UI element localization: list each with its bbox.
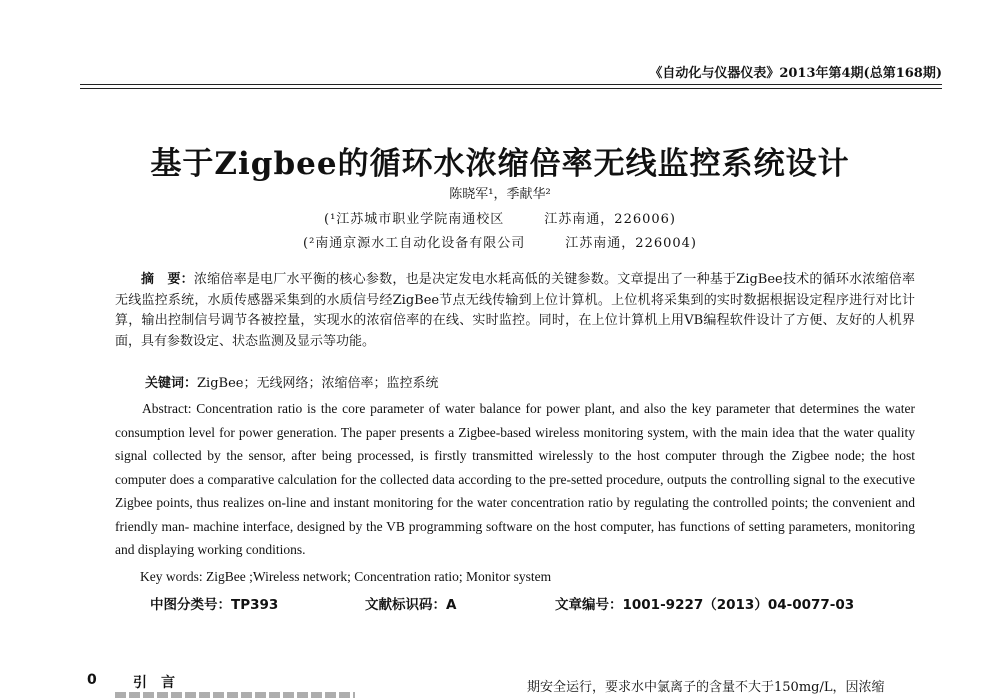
authors: 陈晓军¹，季献华² bbox=[449, 187, 551, 202]
keywords-zh-text: ZigBee；无线网络；浓缩倍率；监控系统 bbox=[197, 376, 439, 391]
affiliation-2-name: (²南通京源水工自动化设备有限公司 bbox=[303, 236, 526, 251]
affiliation-1 bbox=[0, 208, 1000, 227]
abstract-zh bbox=[115, 270, 915, 352]
keywords-en-text: ZigBee ;Wireless network; Concentration ratio; Monitor system bbox=[206, 569, 552, 584]
abstract-zh-text: 浓缩倍率是电厂水平衡的核心参数，也是决定发电水耗高低的关键参数。文章提出了一种基于ZigBee技术的循环水浓缩倍率无线监控系统，水质传感器采集到的水质信号经ZigBee节点无线传输到上位计算机。上位机将采集到的实时数据根据设定程序进行对比计算，输出控制信号调节各被控量，实现水的浓宿倍率的在线、实时监控。同时，在上位计算机上用VB编程软件设计了方便、友好的人机界面，具有参数设定、状态监测及显示等功能。 bbox=[115, 272, 915, 349]
document-code: 文献标识码：A bbox=[365, 597, 457, 613]
keywords-zh bbox=[145, 372, 438, 391]
cut-off-text-line bbox=[115, 692, 355, 698]
column2-text: 期安全运行，要求水中氯离子的含量不大于150mg/L，因浓缩 bbox=[527, 680, 885, 695]
header-rule bbox=[80, 84, 942, 85]
section-title: 引 言 bbox=[133, 675, 175, 691]
affiliation-1-name: (¹江苏城市职业学院南通校区 bbox=[324, 212, 505, 227]
abstract-zh-label: 摘 要： bbox=[141, 272, 194, 287]
affiliation-2-place: 江苏南通，226004) bbox=[565, 236, 697, 251]
abstract-en bbox=[115, 397, 915, 562]
keywords-en-label: Key words: bbox=[140, 569, 203, 584]
affiliation-2 bbox=[0, 232, 1000, 251]
section-number: 0 bbox=[87, 672, 97, 688]
affiliation-1-place: 江苏南通，226006) bbox=[544, 212, 676, 227]
abstract-en-text: Concentration ratio is the core parameter of water balance for power plant, and also the key parameter that determines the water consumption level for power generation. The paper presents a Zigbee-based wireless monitoring system, with the main idea that the water quality signal collected by the sensor, after being processed, is firstly transmitted wirelessly to the host computer through the Zigbee node; the host computer does a comparative calculation for the collected data according to the pre-setted procedure, outputs the controlling signal to the executive Zigbee points, thus realizes on-line and instant monitoring for the water concentration ratio by regulating the controlled points; the convenient and friendly man- machine interface, designed by the VB programming software on the host computer, has functions of setting parameters, monitoring and displaying working conditions. bbox=[115, 401, 916, 557]
header-rule-thin bbox=[80, 88, 942, 89]
keywords-en bbox=[140, 569, 551, 585]
abstract-en-label: Abstract: bbox=[142, 401, 192, 416]
keywords-zh-label: 关键词： bbox=[145, 376, 198, 391]
clc-number: 中图分类号：TP393 bbox=[150, 597, 279, 613]
paper-title: 基于Zigbee的循环水浓缩倍率无线监控系统设计 bbox=[150, 146, 850, 182]
article-number: 文章编号：1001-9227（2013）04-0077-03 bbox=[555, 597, 855, 613]
journal-header: 《自动化与仪器仪表》2013年第4期(总第168期) bbox=[649, 66, 942, 81]
